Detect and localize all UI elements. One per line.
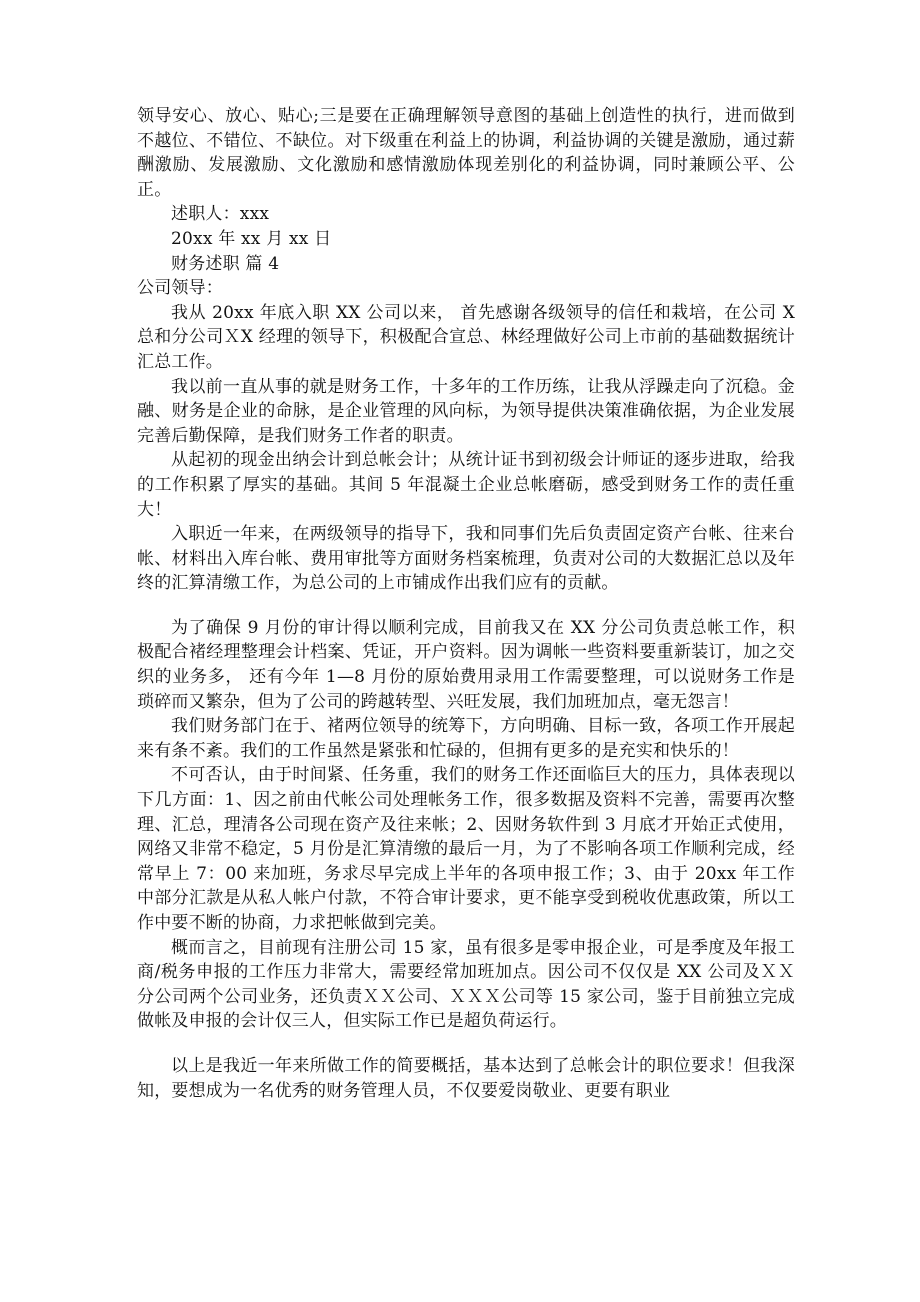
salutation: 公司领导：	[137, 278, 223, 299]
paragraph-career: 从起初的现金出纳会计到总帐会计；从统计证书到初级会计师证的逐步进取，给我的工作积累了厚实的基础。其间 5 年混凝土企业总帐磨砺，感受到财务工作的责任重大！	[137, 450, 795, 520]
paragraph-conclusion: 以上是我近一年来所做工作的简要概括，基本达到了总帐会计的职位要求！但我深知，要想成为一名优秀的财务管理人员，不仅要爱岗敬业、更要有职业	[137, 1055, 795, 1101]
paragraph-gap	[137, 1034, 795, 1054]
paragraph-continuation: 领导安心、放心、贴心;三是要在正确理解领导意图的基础上创造性的执行，进而做到不越位、不错位、不缺位。对下级重在利益上的协调，利益协调的关键是激励，通过薪酬激励、发展激励、文化激励和感情激励体现差别化的利益协调，同时兼顾公平、公正。	[137, 106, 795, 200]
document-body	[137, 104, 795, 1103]
paragraph-pressure: 不可否认，由于时间紧、任务重，我们的财务工作还面临巨大的压力，具体表现以下几方面：1、因之前由代帐公司处理帐务工作，很多数据及资料不完善，需要再次整理、汇总，理清各公司现在资产及往来帐；2、因财务软件到 3 月底才开始正式使用，网络又非常不稳定，5 月份是汇算清缴的最后一月，为了不影响各项工作顺利完成，经常早上 7：00 来加班，务求尽早完成上半年的各项申报工作；3、由于 20xx 年工作中部分汇款是从私人帐户付款，不符合审计要求，更不能享受到税收优惠政策，所以工作中要不断的协商，力求把帐做到完美。	[137, 765, 795, 933]
paragraph-audit: 为了确保 9 月份的审计得以顺利完成，目前我又在 XX 分公司负责总帐工作，积极配合褚经理整理会计档案、凭证，开户资料。因为调帐一些资料要重新装订，加之交织的业务多， 还有今年 1—8 月份的原始费用录用工作需要整理，可以说财务工作是琐碎而又繁杂，但为了公司的跨越转型、兴旺发展，我们加班加点，毫无怨言！	[137, 617, 795, 712]
paragraph-experience: 我以前一直从事的就是财务工作，十多年的工作历练，让我从浮躁走向了沉稳。金融、财务是企业的命脉，是企业管理的风向标，为领导提供决策准确依据，为企业发展完善后勤保障，是我们财务工作者的职责。	[137, 376, 795, 446]
paragraph-summary: 概而言之，目前现有注册公司 15 家，虽有很多是零申报企业，可是季度及年报工商/税务申报的工作压力非常大，需要经常加班加点。因公司不仅仅是 XX 公司及ＸＸ分公司两个公司业务，还负责ＸＸ公司、ＸＸＸ公司等 15 家公司，鉴于目前独立完成做帐及申报的会计仅三人，但实际工作已是超负荷运行。	[137, 937, 795, 1032]
date-line: 20xx 年 xx 月 xx 日	[171, 228, 332, 249]
paragraph-department: 我们财务部门在于、褚两位领导的统筹下，方向明确、目标一致，各项工作开展起来有条不紊。我们的工作虽然是紧张和忙碌的，但拥有更多的是充实和快乐的！	[137, 716, 795, 761]
paragraph-responsibilities: 入职近一年来，在两级领导的指导下，我和同事们先后负责固定资产台帐、往来台帐、材料出入库台帐、费用审批等方面财务档案梳理，负责对公司的大数据汇总以及年终的汇算清缴工作，为总公司的上市铺成作出我们应有的贡献。	[137, 524, 795, 594]
signer-line: 述职人：xxx	[171, 204, 270, 225]
section-title: 财务述职 篇 4	[171, 253, 280, 274]
paragraph-intro: 我从 20xx 年底入职 XX 公司以来， 首先感谢各级领导的信任和栽培，在公司 X 总和分公司ＸX 经理的领导下，积极配合宣总、林经理做好公司上市前的基础数据统计汇总工作。	[137, 302, 795, 372]
paragraph-gap	[137, 596, 795, 616]
